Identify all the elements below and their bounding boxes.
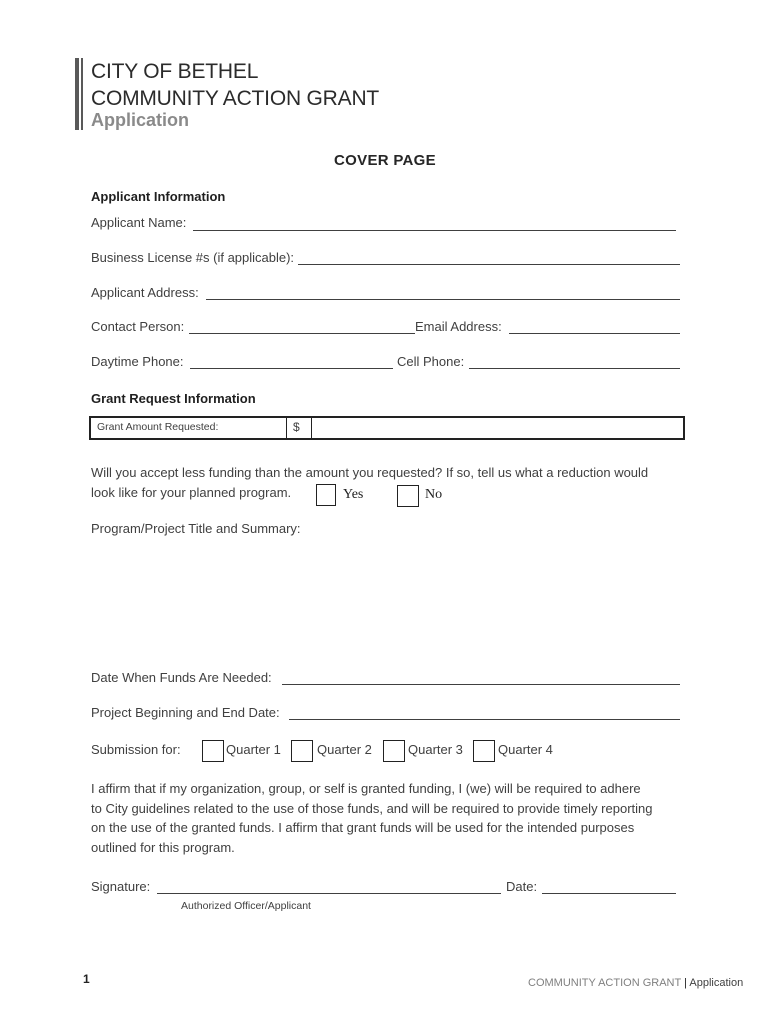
cell-phone-field[interactable] bbox=[469, 368, 680, 369]
signature-sublabel: Authorized Officer/Applicant bbox=[181, 900, 311, 912]
license-field[interactable] bbox=[298, 264, 680, 265]
program-title: COMMUNITY ACTION GRANT bbox=[91, 87, 380, 110]
license-label: Business License #s (if applicable): bbox=[91, 250, 295, 265]
org-title: CITY OF BETHEL bbox=[91, 60, 259, 83]
address-field[interactable] bbox=[206, 299, 680, 300]
daytime-phone-field[interactable] bbox=[190, 368, 393, 369]
no-checkbox[interactable] bbox=[397, 485, 419, 507]
footer-text bbox=[528, 977, 743, 989]
yes-checkbox[interactable] bbox=[316, 484, 336, 506]
quarter-2-label: Quarter 2 bbox=[317, 742, 372, 757]
no-label: No bbox=[425, 487, 443, 502]
submission-label: Submission for: bbox=[91, 742, 181, 757]
yes-label: Yes bbox=[343, 487, 364, 502]
footer-separator: | bbox=[684, 977, 687, 989]
currency-symbol: $ bbox=[293, 420, 300, 434]
header-bar-right bbox=[81, 58, 83, 130]
date-label: Date: bbox=[506, 879, 538, 894]
footer-doc-type: Application bbox=[689, 977, 744, 989]
funds-date-field[interactable] bbox=[282, 684, 680, 685]
project-dates-label: Project Beginning and End Date: bbox=[91, 705, 280, 720]
quarter-1-checkbox[interactable] bbox=[202, 740, 224, 762]
grant-amount-table bbox=[89, 416, 685, 440]
quarter-4-checkbox[interactable] bbox=[473, 740, 495, 762]
daytime-phone-label: Daytime Phone: bbox=[91, 354, 184, 369]
page-number: 1 bbox=[83, 972, 90, 986]
affirmation-line: I affirm that if my organization, group, or self is granted funding, I (we) will be required to adhere bbox=[91, 781, 641, 796]
quarter-3-label: Quarter 3 bbox=[408, 742, 463, 757]
grant-amount-input[interactable] bbox=[313, 418, 681, 438]
signature-label: Signature: bbox=[91, 879, 151, 894]
affirmation-line: outlined for this program. bbox=[91, 839, 235, 855]
applicant-name-field[interactable] bbox=[193, 230, 676, 231]
grant-amount-label: Grant Amount Requested: bbox=[97, 421, 219, 433]
affirmation-line: on the use of the granted funds. I affirm that grant funds will be used for the intended purposes bbox=[91, 820, 635, 835]
cell-phone-label: Cell Phone: bbox=[397, 354, 465, 369]
contact-person-label: Contact Person: bbox=[91, 319, 185, 334]
contact-person-field[interactable] bbox=[189, 333, 415, 334]
applicant-heading: Applicant Information bbox=[91, 189, 226, 204]
summary-area[interactable] bbox=[91, 542, 681, 662]
cell-divider bbox=[286, 418, 287, 438]
quarter-1-label: Quarter 1 bbox=[226, 742, 281, 757]
affirmation-paragraph bbox=[91, 779, 681, 857]
email-field[interactable] bbox=[509, 333, 680, 334]
applicant-name-label: Applicant Name: bbox=[91, 215, 187, 230]
header-bar-left bbox=[75, 58, 79, 130]
project-dates-field[interactable] bbox=[289, 719, 680, 720]
quarter-3-checkbox[interactable] bbox=[383, 740, 405, 762]
page-title: COVER PAGE bbox=[334, 152, 436, 169]
address-label: Applicant Address: bbox=[91, 285, 199, 300]
email-label: Email Address: bbox=[415, 319, 502, 334]
date-field[interactable] bbox=[542, 893, 676, 894]
cell-divider bbox=[311, 418, 312, 438]
reduction-question-line: look like for your planned program. bbox=[91, 484, 292, 500]
affirmation-line: to City guidelines related to the use of those funds, and will be required to provide timely reporting bbox=[91, 800, 653, 816]
reduction-question-line: Will you accept less funding than the amount you requested? If so, tell us what a reduction would bbox=[91, 465, 649, 480]
quarter-2-checkbox[interactable] bbox=[291, 740, 313, 762]
grant-heading: Grant Request Information bbox=[91, 391, 256, 406]
funds-date-label: Date When Funds Are Needed: bbox=[91, 670, 272, 685]
reduction-question bbox=[91, 463, 681, 502]
quarter-4-label: Quarter 4 bbox=[498, 742, 553, 757]
summary-label: Program/Project Title and Summary: bbox=[91, 521, 301, 536]
doc-subtitle: Application bbox=[91, 110, 189, 130]
footer-program: COMMUNITY ACTION GRANT bbox=[528, 977, 681, 989]
signature-field[interactable] bbox=[157, 893, 501, 894]
